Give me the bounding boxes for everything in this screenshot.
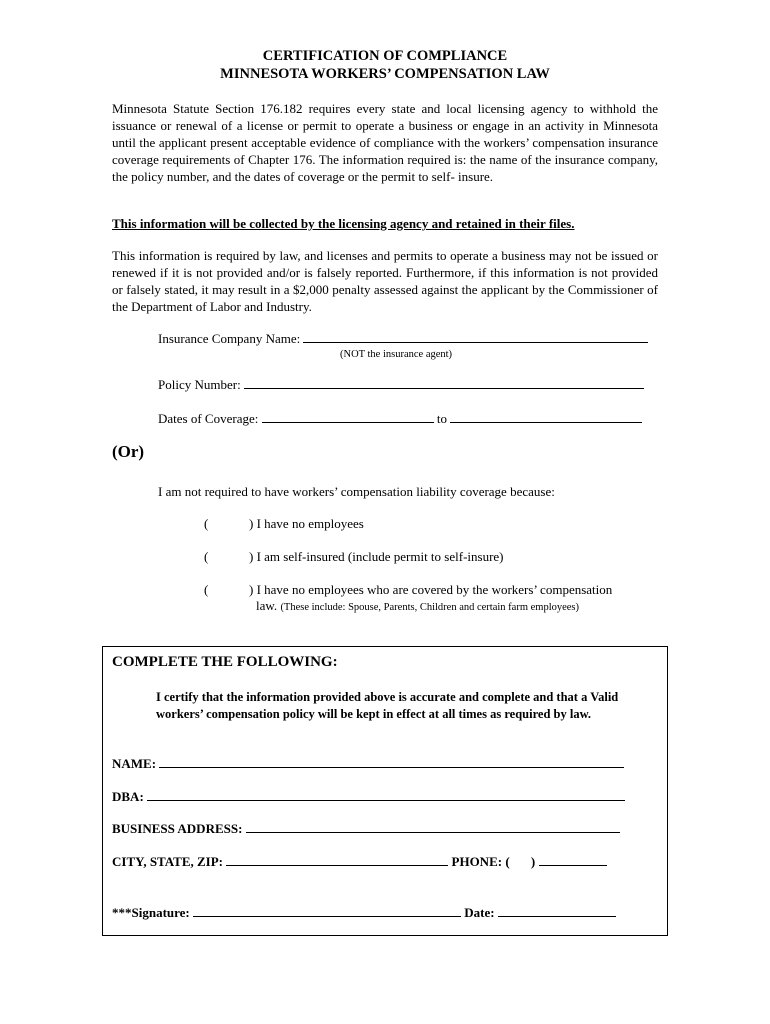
business-address-input-line[interactable] [246, 820, 620, 833]
name-field[interactable] [112, 755, 624, 772]
signature-field[interactable] [112, 904, 616, 921]
exemption-intro: I am not required to have workers’ compensation liability coverage because: [158, 484, 555, 499]
business-address-field[interactable] [112, 820, 620, 837]
coverage-end-input-line[interactable] [450, 410, 642, 423]
exemption-paren[interactable]: ( [204, 549, 209, 564]
exemption-option-self-insured[interactable]: ) I am self-insured (include permit to self-insure) [249, 549, 504, 564]
business-address-label: BUSINESS ADDRESS: [112, 821, 243, 836]
date-label: Date: [464, 905, 495, 920]
exemption-paren[interactable]: ( [204, 516, 209, 531]
signature-input-line[interactable] [193, 904, 461, 917]
certification-statement: I certify that the information provided above is accurate and complete and that a Valid workers’ compensation policy will be kept in effect at all times as required by law. [156, 690, 619, 721]
penalty-paragraph: This information is required by law, and licenses and permits to operate a business may not be issued or renewed if it is not provided and/or is falsely reported. Furthermore, if this information is not provided or falsely stated, it may result in a $2,000 penalty assessed against the applicant by the Commissioner of the Department of Labor and Industry. [112, 248, 658, 314]
phone-area-close: ) [530, 854, 536, 869]
policy-number-input-line[interactable] [244, 376, 644, 389]
phone-label: PHONE: ( [451, 854, 510, 869]
exemption-option-no-covered-employees[interactable]: ) I have no employees who are covered by the workers’ compensation [249, 582, 613, 597]
or-divider: (Or) [112, 442, 145, 461]
exemption-option-note: (These include: Spouse, Parents, Children and certain farm employees) [280, 602, 580, 613]
intro-paragraph: Minnesota Statute Section 176.182 requires every state and local licensing agency to withhold the issuance or renewal of a license or permit to operate a business or engage in an activity in Minnesota until the applicant present acceptable evidence of compliance with the workers’ compensation insurance coverage requirements of Chapter 176. The information required is: the name of the insurance company, the policy number, and the dates of coverage or the permit to self- insure. [112, 101, 658, 184]
exemption-paren[interactable]: ( [204, 582, 209, 597]
city-state-zip-field[interactable] [112, 853, 607, 870]
signature-label: ***Signature: [112, 905, 190, 920]
page-subtitle: MINNESOTA WORKERS’ COMPENSATION LAW [220, 66, 550, 82]
phone-input-line[interactable] [539, 853, 607, 866]
dba-input-line[interactable] [147, 788, 625, 801]
date-input-line[interactable] [498, 904, 616, 917]
policy-number-field[interactable] [158, 376, 644, 393]
dba-field[interactable] [112, 788, 625, 805]
name-input-line[interactable] [159, 755, 624, 768]
insurance-company-field[interactable] [158, 330, 648, 347]
page-title: CERTIFICATION OF COMPLIANCE [262, 48, 508, 64]
dates-coverage-label: Dates of Coverage: [158, 411, 259, 426]
coverage-start-input-line[interactable] [262, 410, 434, 423]
exemption-option-no-employees[interactable]: ) I have no employees [249, 516, 364, 531]
dates-to-label: to [436, 411, 447, 426]
insurance-company-input-line[interactable] [303, 330, 648, 343]
exemption-option-continuation [256, 598, 579, 616]
insurance-company-note: (NOT the insurance agent) [340, 349, 453, 360]
dba-label: DBA: [112, 789, 144, 804]
exemption-option-law: law. [256, 598, 278, 613]
complete-heading: COMPLETE THE FOLLOWING: [112, 654, 338, 670]
insurance-company-label: Insurance Company Name: [158, 331, 301, 346]
policy-number-label: Policy Number: [158, 377, 241, 392]
name-label: NAME: [112, 756, 157, 771]
dates-coverage-field[interactable] [158, 410, 642, 427]
city-state-zip-input-line[interactable] [226, 853, 448, 866]
city-state-zip-label: CITY, STATE, ZIP: [112, 854, 224, 869]
collection-notice-text: This information will be collected by the licensing agency and retained in their files. [112, 216, 575, 231]
collection-notice [112, 215, 658, 232]
